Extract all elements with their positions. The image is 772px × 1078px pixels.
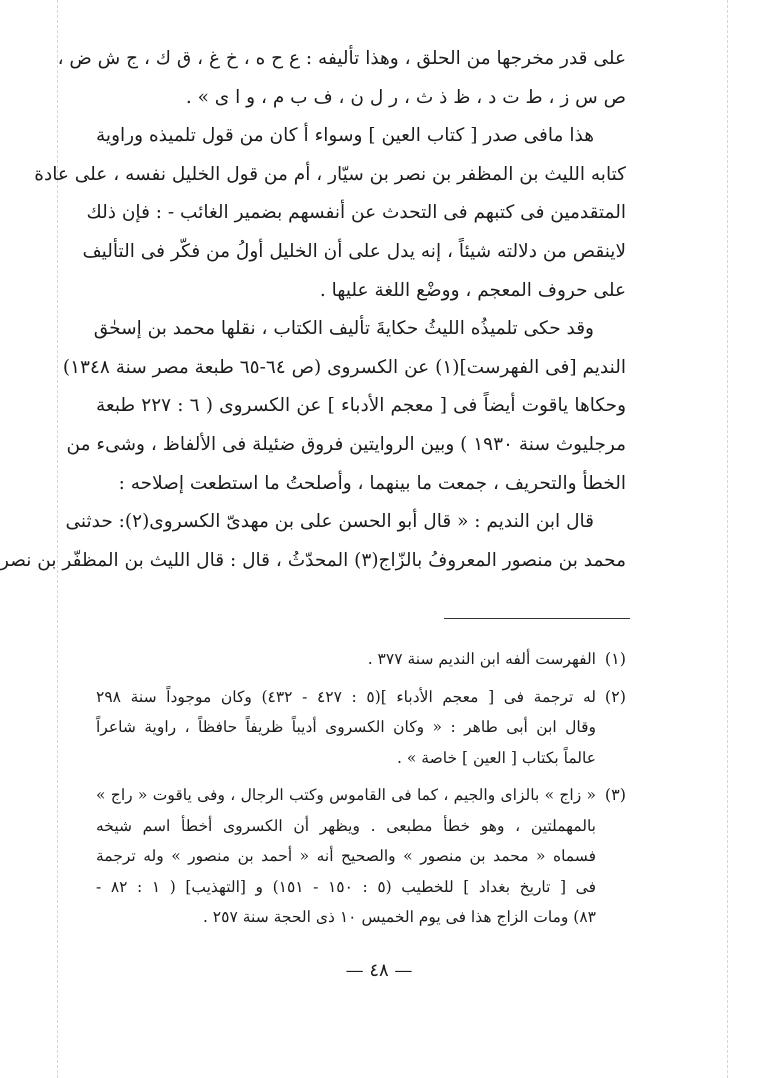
footnote-2 xyxy=(96,682,626,774)
footnote-line: وقال ابن أبى طاهر : « وكان الكسروى أديباً ظريفاً حافظاً ، راوية شاعراً xyxy=(96,718,596,736)
text-line: الخطأ والتحريف ، جمعت ما بينهما ، وأصلحتُ ما استطعت إصلاحه : xyxy=(118,472,626,494)
text-line: المتقدمين فى كتبهم فى التحدث عن أنفسهم بضمير الغائب - : فإن ذلك xyxy=(86,202,626,224)
footnote-line: بالمهملتين ، وهو خطأ مطبعى . ويظهر أن الكسروى أخطأ اسم شيخه xyxy=(96,816,596,835)
footnote-line: « زاج » بالزاى والجيم ، كما فى القاموس وكتب الرجال ، وفى ياقوت « راج » xyxy=(96,786,596,804)
text-line: ص س ز ، ط ت د ، ظ ذ ث ، ر ل ن ، ف ب م ، و ا ى » . xyxy=(185,86,626,108)
footnote-line: ٨٣) ومات الزاج هذا فى يوم الخميس ١٠ ذى الحجة سنة ٢٥٧ . xyxy=(202,908,596,926)
footnote-line: له ترجمة فى [ معجم الأدباء ](٥ : ٤٢٧ - ٤٣٢) وكان موجوداً سنة ٢٩٨ xyxy=(96,687,597,706)
footnote-separator xyxy=(444,618,630,619)
footnote-number: (٣) xyxy=(604,785,626,804)
footnotes-block xyxy=(96,644,626,940)
footnote-line: الفهرست ألفه ابن النديم سنة ٣٧٧ . xyxy=(367,650,596,668)
scan-guide-right xyxy=(727,0,728,1078)
footnote-1 xyxy=(96,644,626,675)
footnote-line: عالماً بكتاب [ العين ] خاصة » . xyxy=(397,748,596,767)
text-line: محمد بن منصور المعروفُ بالزّاج(٣) المحدّثُ ، قال : قال الليث بن المظفّر بن نصر xyxy=(0,549,626,571)
text-line: على حروف المعجم ، ووضْع اللغة عليها . xyxy=(319,279,626,301)
main-text-block xyxy=(0,40,627,580)
text-line: مرجليوث سنة ١٩٣٠ ) وبين الروايتين فروق ضئيلة فى الألفاظ ، وشىء من xyxy=(66,433,626,455)
footnote-line: فسماه « محمد بن منصور » والصحيح أنه « أحمد بن منصور » وله ترجمة xyxy=(96,847,596,865)
text-line: على قدر مخرجها من الحلق ، وهذا تأليفه : ع ح ه ، خ غ ، ق ك ، ج ش ض ، xyxy=(57,48,626,69)
footnote-number: (١) xyxy=(604,649,626,668)
text-line: لاينقص من دلالته شيئاً ، إنه يدل على أن الخليل أولُ من فكّر فى التأليف xyxy=(82,240,626,262)
text-line: كتابه الليث بن المظفر بن نصر بن سيّار ، أم من قول الخليل نفسه ، على عادة xyxy=(34,163,626,185)
text-line: هذا مافى صدر [ كتاب العين ] وسواء أ كان من قول تلميذه وراوية xyxy=(96,125,594,147)
footnote-3 xyxy=(96,780,626,933)
footnote-line: فى [ تاريخ بغداد ] للخطيب (٥ : ١٥٠ - ١٥١) و [التهذيب] ( ١ : ٨٢ - xyxy=(96,877,596,896)
text-line: النديم [فى الفهرست](١) عن الكسروى (ص ٦٤-٦٥ طبعة مصر سنة ١٣٤٨) xyxy=(62,356,626,378)
text-line: وقد حكى تلميذُه الليثُ حكايةَ تأليف الكتاب ، نقلها محمد بن إسحٰق xyxy=(93,318,594,340)
text-line: قال ابن النديم : « قال أبو الحسن على بن مهدىّ الكسروى(٢): حدثنى xyxy=(65,511,594,533)
text-line: وحكاها ياقوت أيضاً فى [ معجم الأدباء ] عن الكسروى ( ٦ : ٢٢٧ طبعة xyxy=(96,395,627,417)
page-number: — ٤٨ — xyxy=(345,960,413,981)
footnote-number: (٢) xyxy=(604,686,626,706)
